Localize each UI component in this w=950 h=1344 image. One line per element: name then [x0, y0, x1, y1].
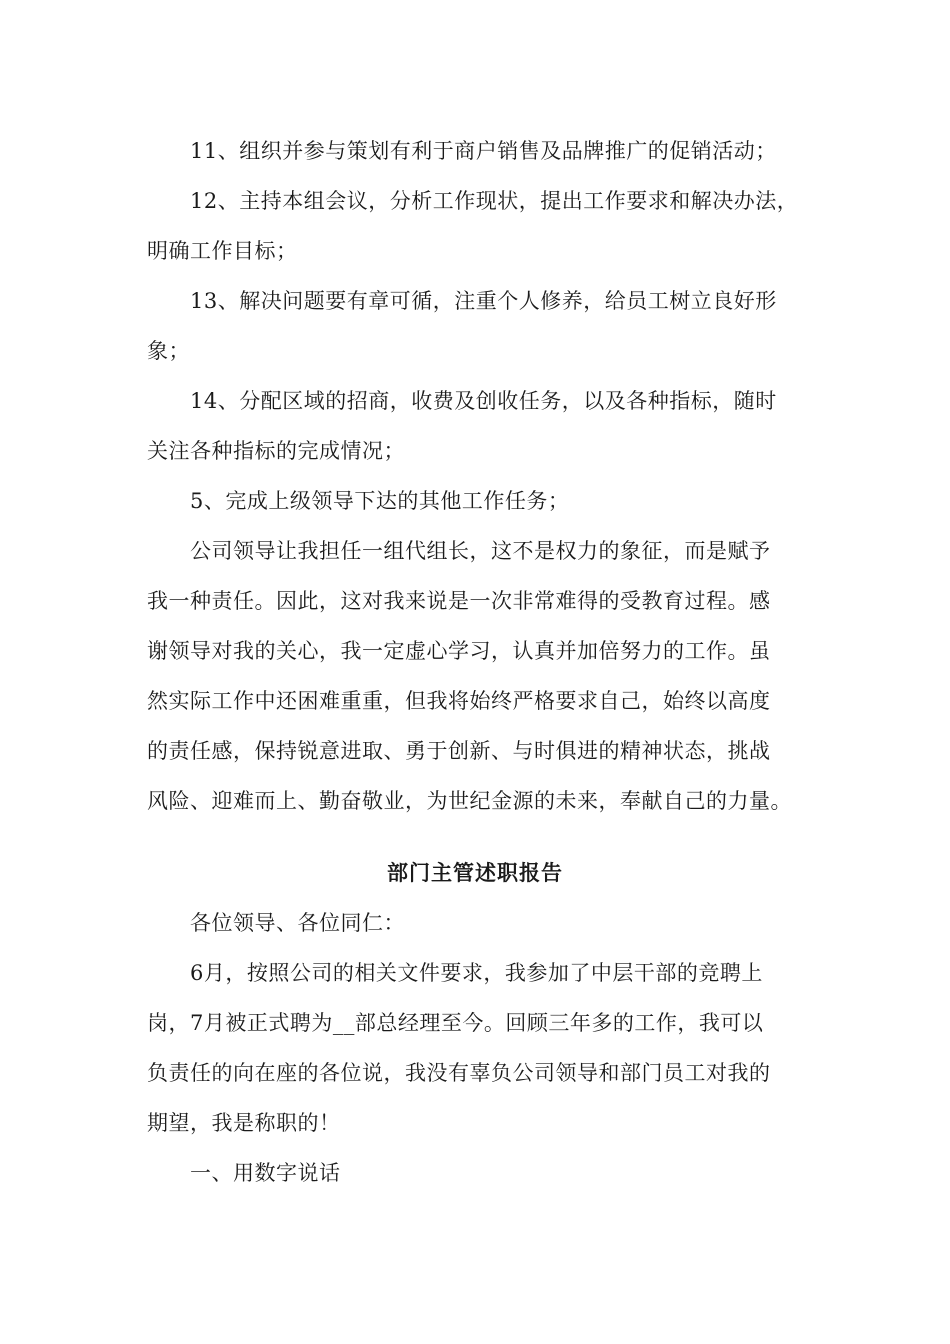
paragraph-line: 风险、迎难而上、勤奋敬业，为世纪金源的未来，奉献自己的力量。	[147, 789, 792, 813]
section-title: 部门主管述职报告	[387, 860, 563, 885]
paragraph-line: 11、组织并参与策划有利于商户销售及品牌推广的促销活动；	[190, 139, 777, 163]
paragraph-line: 13、解决问题要有章可循，注重个人修养，给员工树立良好形	[190, 289, 777, 313]
paragraph-line: 期望，我是称职的！	[147, 1111, 341, 1135]
paragraph-line: 关注各种指标的完成情况；	[147, 439, 405, 463]
paragraph-line: 5、完成上级领导下达的其他工作任务；	[190, 489, 570, 513]
paragraph-line: 岗，7月被正式聘为__部总经理至今。回顾三年多的工作，我可以	[147, 1011, 764, 1035]
paragraph-line: 谢领导对我的关心，我一定虚心学习，认真并加倍努力的工作。虽	[147, 639, 771, 663]
paragraph-line: 公司领导让我担任一组代组长，这不是权力的象征，而是赋予	[190, 539, 771, 563]
paragraph-line: 明确工作目标；	[147, 239, 298, 263]
paragraph-line: 6月，按照公司的相关文件要求，我参加了中层干部的竞聘上	[190, 961, 763, 985]
paragraph-line: 我一种责任。因此，这对我来说是一次非常难得的受教育过程。感	[147, 589, 771, 613]
paragraph-line: 象；	[147, 339, 190, 363]
paragraph-line: 各位领导、各位同仁：	[190, 911, 405, 935]
paragraph-line: 然实际工作中还困难重重，但我将始终严格要求自己，始终以高度	[147, 689, 771, 713]
paragraph-line: 的责任感，保持锐意进取、勇于创新、与时俱进的精神状态，挑战	[147, 739, 771, 763]
paragraph-line: 12、主持本组会议，分析工作现状，提出工作要求和解决办法，	[190, 189, 799, 213]
paragraph-line: 负责任的向在座的各位说，我没有辜负公司领导和部门员工对我的	[147, 1061, 771, 1085]
paragraph-line: 14、分配区域的招商，收费及创收任务，以及各种指标，随时	[190, 389, 777, 413]
section-heading: 一、用数字说话	[190, 1161, 341, 1185]
